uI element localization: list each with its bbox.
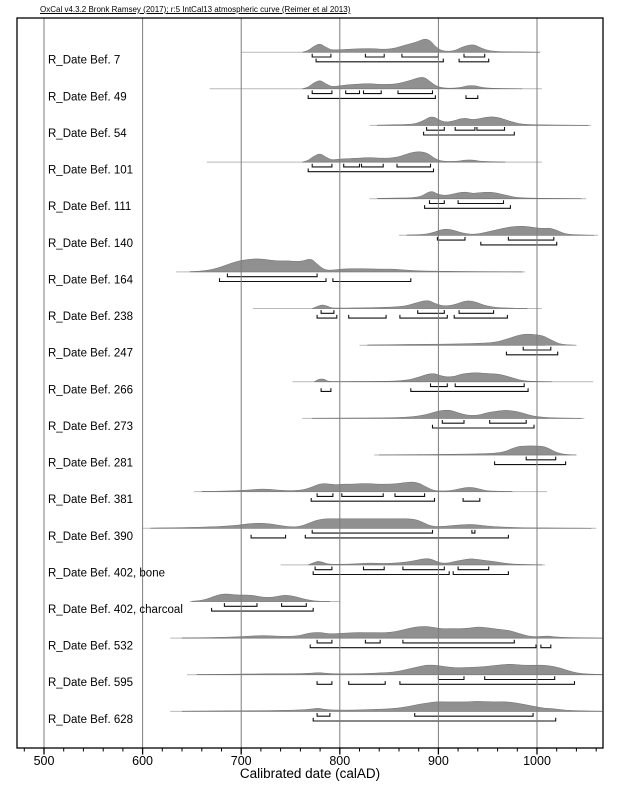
distribution-curve [302,152,505,162]
range-bracket-95 [541,645,551,648]
range-bracket-68 [346,90,360,93]
row-label: R_Date Bef. 402, bone [48,567,165,580]
range-bracket-95 [321,388,331,391]
range-bracket-68 [415,713,533,716]
range-bracket-95 [424,132,515,135]
range-bracket-68 [508,237,553,240]
range-bracket-95 [310,645,536,648]
row-label: R_Date Bef. 49 [48,91,127,104]
x-tick-label: 900 [427,754,449,768]
range-bracket-95 [506,352,557,355]
row-label: R_Date Bef. 390 [48,530,134,543]
range-bracket-95 [400,681,575,684]
range-bracket-95 [333,278,411,281]
range-bracket-68 [365,640,380,643]
range-bracket-68 [398,90,433,93]
range-bracket-95 [433,425,535,428]
x-tick-label: 1000 [523,754,551,768]
range-bracket-68 [315,567,332,570]
range-bracket-68 [395,493,425,496]
range-bracket-68 [364,90,382,93]
distribution-curve [377,192,581,199]
range-bracket-68 [459,310,494,313]
range-bracket-68 [312,90,332,93]
range-bracket-95 [349,681,386,684]
row-label: R_Date Bef. 281 [48,457,134,470]
distribution-curve [367,334,576,345]
row-label: R_Date Bef. 247 [48,347,134,360]
distribution-curve [314,373,552,382]
distribution-curve [202,482,513,492]
distribution-curve [312,301,527,309]
distribution-curve [379,446,576,455]
range-bracket-68 [477,127,505,130]
distribution-curve [190,259,522,272]
range-bracket-68 [282,603,307,606]
range-bracket-68 [458,200,503,203]
row-label: R_Date Bef. 54 [48,127,127,140]
row-label: R_Date Bef. 402, charcoal [48,604,183,616]
range-bracket-95 [349,315,386,318]
range-bracket-68 [317,640,332,643]
range-bracket-95 [251,535,286,538]
row-label: R_Date Bef. 101 [48,164,134,177]
range-bracket-68 [472,530,475,533]
range-bracket-95 [481,242,557,245]
range-bracket-95 [311,498,434,501]
x-tick-label: 500 [33,754,55,768]
range-bracket-68 [403,640,514,643]
range-bracket-68 [312,164,332,167]
range-bracket-95 [317,315,337,318]
row-label: R_Date Bef. 164 [48,274,134,287]
range-bracket-68 [430,200,445,203]
range-bracket-68 [438,676,464,679]
distribution-curve [192,594,330,602]
range-bracket-95 [425,205,511,208]
distribution-curve [312,410,581,418]
row-label: R_Date Bef. 140 [48,237,134,250]
range-bracket-95 [453,571,508,574]
range-bracket-95 [313,718,556,721]
range-bracket-68 [442,420,464,423]
range-bracket-95 [495,461,566,464]
distribution-curve [151,519,592,529]
row-label: R_Date Bef. 628 [48,713,134,726]
x-tick-label: 800 [329,754,351,768]
distribution-curve [407,226,594,235]
distribution-curve [302,39,540,52]
range-bracket-68 [455,383,524,386]
range-bracket-95 [212,608,314,611]
range-bracket-68 [427,127,445,130]
range-bracket-68 [365,54,384,57]
row-label: R_Date Bef. 238 [48,311,134,323]
oxcal-version-header: OxCal v4.3.2 Bronk Ramsey (2017); r:5 IntCal13 atmospheric curve (Reimer et al 2013) [40,5,351,14]
row-label: R_Date Bef. 532 [48,640,134,653]
range-bracket-68 [402,54,439,57]
range-bracket-68 [362,164,384,167]
range-bracket-68 [344,164,360,167]
range-bracket-68 [321,310,334,313]
range-bracket-95 [308,95,435,98]
range-bracket-68 [485,676,555,679]
range-bracket-68 [455,127,475,130]
range-bracket-95 [316,59,443,62]
x-tick-label: 700 [230,754,252,768]
range-bracket-95 [454,315,507,318]
range-bracket-68 [312,530,432,533]
range-bracket-68 [526,457,556,460]
range-bracket-95 [220,278,327,281]
range-bracket-68 [317,493,333,496]
range-bracket-68 [317,713,330,716]
x-tick-label: 600 [132,754,154,768]
range-bracket-95 [400,315,447,318]
distribution-curve [308,559,542,565]
range-bracket-95 [459,59,489,62]
range-bracket-68 [490,420,527,423]
range-bracket-68 [397,164,431,167]
row-label: R_Date Bef. 273 [48,420,134,433]
distribution-curve [182,701,602,711]
range-bracket-95 [305,535,508,538]
range-bracket-68 [464,54,485,57]
range-bracket-95 [308,169,433,172]
x-axis-title: Calibrated date (calAD) [239,766,381,781]
range-bracket-95 [411,388,528,391]
range-bracket-68 [437,237,465,240]
range-bracket-68 [342,493,383,496]
range-bracket-95 [463,498,480,501]
range-bracket-68 [312,54,331,57]
row-label: R_Date Bef. 7 [48,54,121,67]
distribution-curve [182,627,602,639]
range-bracket-68 [418,310,445,313]
range-bracket-95 [317,681,332,684]
row-label: R_Date Bef. 595 [48,677,134,690]
range-bracket-95 [466,95,478,98]
range-bracket-68 [458,567,489,570]
row-label: R_Date Bef. 111 [48,201,132,214]
distribution-curve [197,664,602,675]
distribution-curve [377,117,588,126]
row-label: R_Date Bef. 266 [48,384,134,397]
range-bracket-95 [313,571,449,574]
distribution-curve [302,77,522,88]
row-label: R_Date Bef. 381 [48,494,134,507]
range-bracket-68 [364,567,385,570]
